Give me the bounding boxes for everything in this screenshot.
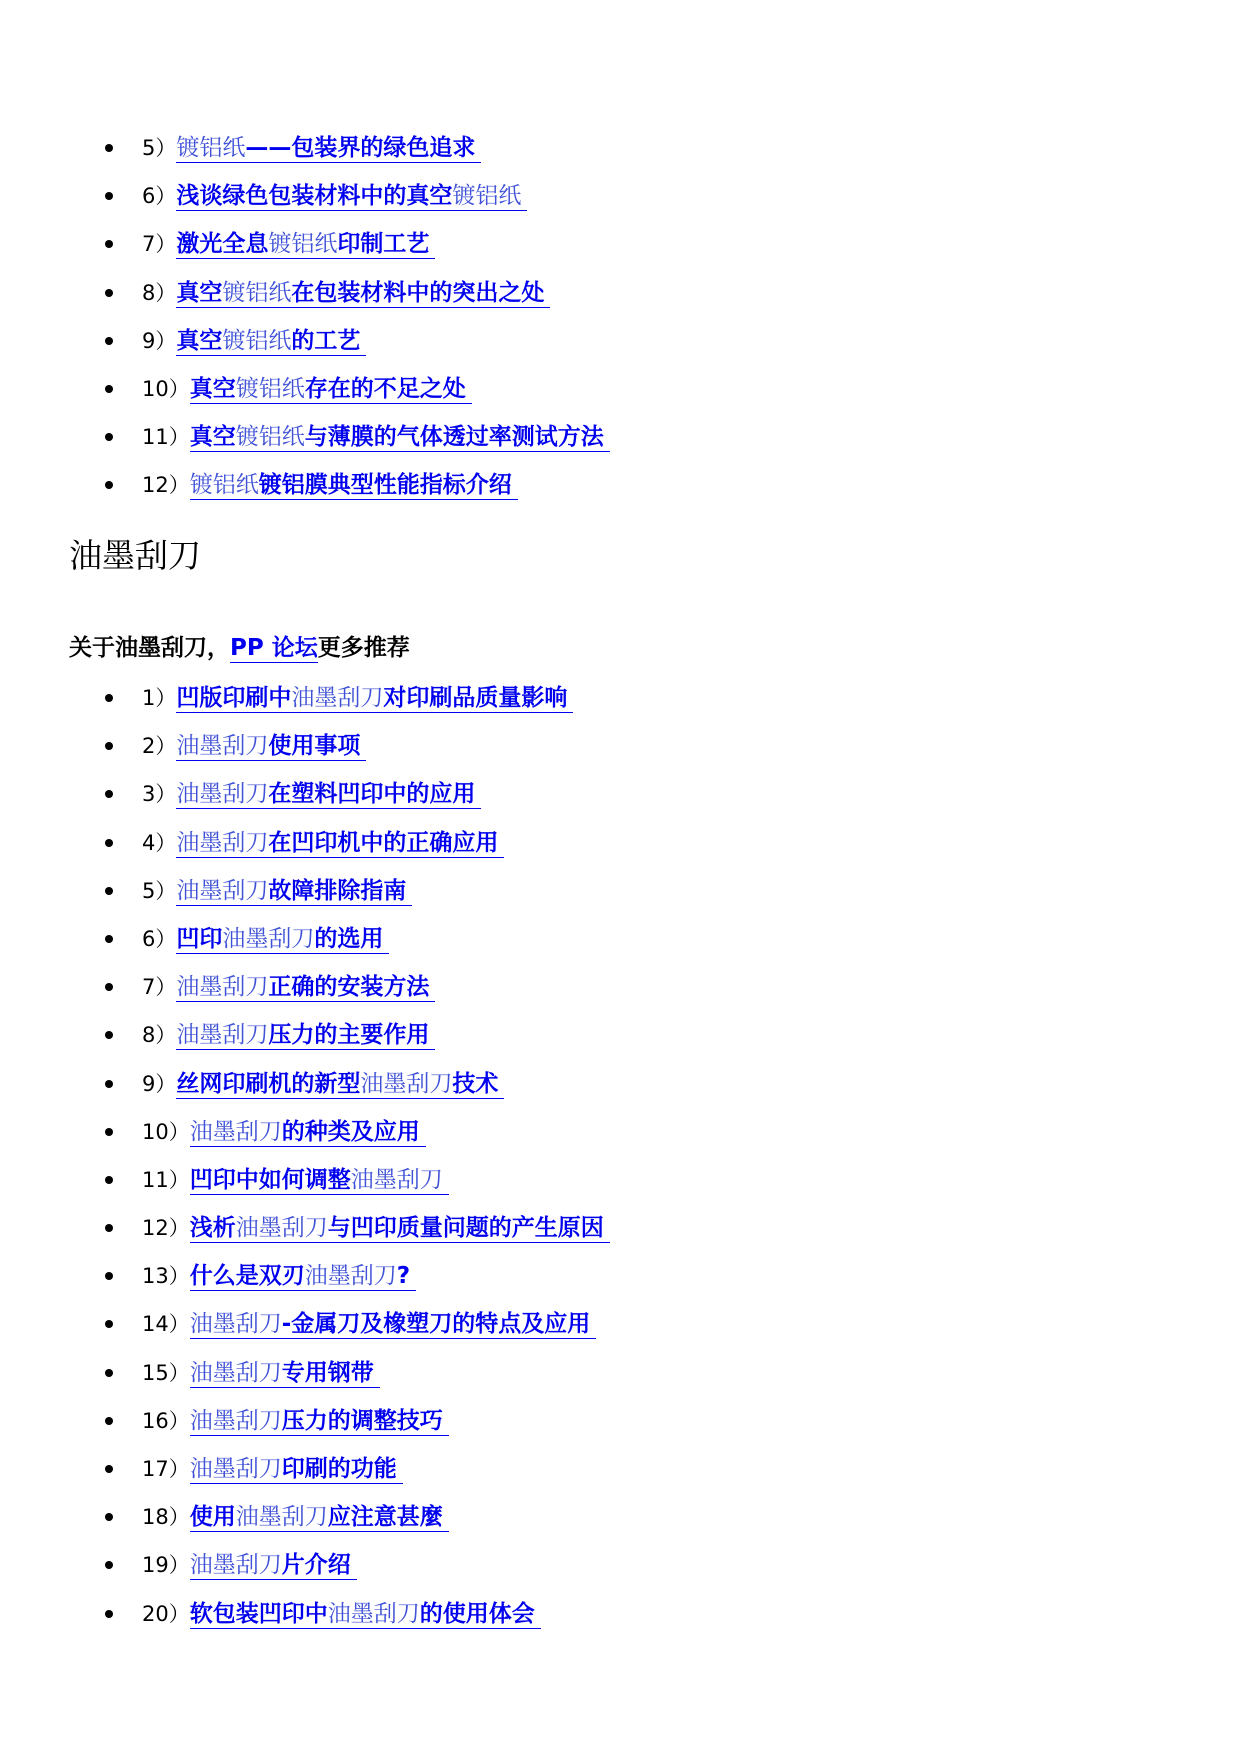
bullet-icon (105, 694, 113, 702)
link-text-segment: 的使用体会 (419, 1600, 535, 1627)
article-link[interactable] (176, 926, 389, 954)
bullet-icon (105, 1610, 113, 1618)
link-text-segment: 镀铝纸 (452, 183, 522, 210)
link-text-segment: 油墨刮刀 (189, 1407, 282, 1434)
list-item-text (142, 317, 366, 365)
link-text-segment: 镀铝膜典型性能指标介绍 (258, 472, 512, 499)
item-number: 6） (142, 184, 177, 209)
list-item (0, 1108, 1241, 1156)
link-text-segment: 真空 (189, 424, 236, 451)
list-item (0, 365, 1241, 413)
link-text-segment: 浅析 (189, 1215, 236, 1242)
link-text-segment: 存在的不足之处 (304, 375, 466, 402)
link-text-segment: 压力的主要作用 (268, 1022, 430, 1049)
bullet-icon (105, 1176, 113, 1184)
item-number: 16） (142, 1408, 190, 1433)
list-item (0, 220, 1241, 268)
link-text-segment: 油墨刮刀 (360, 1070, 453, 1097)
bullet-icon (105, 1224, 113, 1232)
link-text-segment: 的工艺 (291, 327, 361, 354)
bullet-icon (105, 144, 113, 152)
article-link[interactable] (176, 183, 527, 211)
article-link[interactable] (176, 280, 550, 308)
list-item-text (142, 124, 481, 172)
list-item (0, 1156, 1241, 1204)
list-item (0, 915, 1241, 963)
list-item-text (142, 1156, 449, 1204)
link-text-segment: 在包装材料中的突出之处 (291, 279, 545, 306)
article-link[interactable] (190, 1167, 449, 1195)
list-item-text (142, 1204, 610, 1252)
link-text-segment: 油墨刮刀 (189, 1552, 282, 1579)
item-number: 15） (142, 1360, 190, 1385)
list-item (0, 413, 1241, 461)
link-text-segment: 镀铝纸 (189, 472, 259, 499)
item-number: 12） (142, 473, 190, 498)
link-text-segment: 镀铝纸 (235, 424, 305, 451)
list-item (0, 819, 1241, 867)
list-item-text (142, 1060, 504, 1108)
article-link[interactable] (190, 1263, 416, 1291)
article-link[interactable] (190, 1552, 357, 1580)
list-item-text (142, 1493, 449, 1541)
article-link-list-aluminized-paper (0, 124, 1241, 510)
article-link[interactable] (176, 878, 412, 906)
item-number: 14） (142, 1312, 190, 1337)
link-text-segment: 油墨刮刀 (176, 877, 269, 904)
list-item (0, 1300, 1241, 1348)
link-text-segment: 镀铝纸 (235, 375, 305, 402)
link-text-segment: 使用 (189, 1504, 236, 1531)
section-intro (69, 632, 410, 664)
article-link[interactable] (190, 1119, 426, 1147)
link-text-segment: 激光全息 (176, 231, 269, 258)
link-text-segment: 油墨刮刀 (222, 925, 315, 952)
bullet-icon (105, 289, 113, 297)
link-text-segment: 油墨刮刀 (189, 1311, 282, 1338)
section-heading: 油墨刮刀 (69, 536, 201, 575)
list-item-text (142, 1349, 380, 1397)
link-text-segment: 专用钢带 (281, 1359, 374, 1386)
list-item-text (142, 1445, 403, 1493)
article-link[interactable] (190, 1311, 597, 1339)
bullet-icon (105, 983, 113, 991)
list-item (0, 722, 1241, 770)
link-text-segment: ? (396, 1263, 411, 1290)
bullet-icon (105, 1031, 113, 1039)
article-link[interactable] (190, 1215, 610, 1243)
bullet-icon (105, 790, 113, 798)
link-text-segment: 油墨刮刀 (304, 1263, 397, 1290)
link-text-segment: 镀铝纸 (222, 327, 292, 354)
list-item-text (142, 413, 610, 461)
article-link[interactable] (176, 231, 435, 259)
list-item (0, 1397, 1241, 1445)
list-item (0, 674, 1241, 722)
link-text-segment: 对印刷品质量影响 (383, 685, 568, 711)
list-item-text (142, 172, 527, 220)
pp-forum-link[interactable]: PP 论坛 (230, 635, 318, 661)
list-item-text (142, 1252, 416, 1300)
link-text-segment: 油墨刮刀 (176, 1022, 269, 1049)
list-item (0, 1060, 1241, 1108)
bullet-icon (105, 1272, 113, 1280)
list-item (0, 1445, 1241, 1493)
article-link[interactable] (176, 974, 435, 1002)
bullet-icon (105, 240, 113, 248)
article-link[interactable] (176, 1071, 504, 1099)
item-number: 17） (142, 1457, 190, 1481)
link-text-segment: 丝网印刷机的新型 (176, 1070, 361, 1097)
list-item-text (142, 220, 435, 268)
list-item-text (142, 963, 435, 1011)
link-text-segment: 的选用 (314, 925, 384, 952)
link-text-segment: 油墨刮刀 (176, 781, 269, 808)
list-item-text (142, 1590, 541, 1638)
list-item (0, 1252, 1241, 1300)
link-text-segment: 油墨刮刀 (189, 1359, 282, 1386)
article-link[interactable] (190, 1504, 449, 1532)
link-text-segment: 压力的调整技巧 (281, 1407, 443, 1434)
list-item-text (142, 365, 472, 413)
list-item (0, 1541, 1241, 1589)
item-number: 12） (142, 1216, 190, 1241)
item-number: 3） (142, 782, 177, 807)
link-text-segment: 使用事项 (268, 733, 361, 760)
link-text-segment: 的种类及应用 (281, 1118, 420, 1145)
link-text-segment: 油墨刮刀 (291, 685, 384, 711)
list-item-text (142, 1300, 596, 1348)
link-text-segment: 真空 (176, 327, 223, 354)
item-number: 20） (142, 1601, 190, 1626)
list-item-text (142, 819, 504, 867)
link-text-segment: 油墨刮刀 (350, 1166, 443, 1193)
item-number: 19） (142, 1553, 190, 1578)
bullet-icon (105, 433, 113, 441)
list-item (0, 1011, 1241, 1059)
bullet-icon (105, 481, 113, 489)
link-text-segment: 浅谈绿色包装材料中的真空 (176, 183, 453, 210)
link-text-segment: 凹印中如何调整 (189, 1166, 351, 1193)
link-text-segment: 油墨刮刀 (176, 733, 269, 760)
list-item (0, 963, 1241, 1011)
bullet-icon (105, 1369, 113, 1377)
item-number: 2） (142, 734, 177, 759)
list-item (0, 770, 1241, 818)
item-number: 10） (142, 376, 190, 401)
item-number: 9） (142, 328, 177, 353)
list-item (0, 1493, 1241, 1541)
bullet-icon (105, 1465, 113, 1473)
article-link[interactable] (190, 1456, 403, 1484)
link-text-segment: ——包装界的绿色追求 (245, 135, 476, 161)
list-item-text (142, 915, 389, 963)
link-text-segment: 镀铝纸 (176, 135, 246, 161)
bullet-icon (105, 742, 113, 750)
list-item-text (142, 1397, 449, 1445)
item-number: 10） (142, 1119, 190, 1144)
article-link[interactable] (176, 830, 504, 858)
link-text-segment: 与凹印质量问题的产生原因 (327, 1215, 604, 1242)
list-item-text (142, 461, 518, 509)
list-item (0, 1590, 1241, 1638)
article-link[interactable] (190, 1408, 449, 1436)
list-item-text (142, 867, 412, 915)
item-number: 8） (142, 280, 177, 305)
item-number: 11） (142, 1167, 190, 1192)
article-link[interactable] (176, 1022, 435, 1050)
link-text-segment: 应注意甚麼 (327, 1504, 443, 1531)
link-text-segment: 油墨刮刀 (235, 1504, 328, 1531)
link-text-segment: 正确的安装方法 (268, 974, 430, 1001)
article-link[interactable] (190, 1601, 541, 1629)
bullet-icon (105, 935, 113, 943)
article-link-list-ink-doctor-blade (0, 674, 1241, 1638)
link-text-segment: 什么是双刃 (189, 1263, 305, 1290)
bullet-icon (105, 1128, 113, 1136)
list-item (0, 1349, 1241, 1397)
bullet-icon (105, 337, 113, 345)
item-number: 5） (142, 136, 177, 160)
link-text-segment: 故障排除指南 (268, 877, 407, 904)
intro-prefix: 关于油墨刮刀， (69, 635, 230, 661)
list-item (0, 867, 1241, 915)
link-text-segment: 凹印 (176, 925, 223, 952)
list-item (0, 1204, 1241, 1252)
link-text-segment: 凹版印刷中 (176, 685, 292, 711)
article-link[interactable] (190, 376, 472, 404)
link-text-segment: 油墨刮刀 (189, 1118, 282, 1145)
item-number: 18） (142, 1505, 190, 1530)
link-text-segment: -金属刀及橡塑刀的特点及应用 (281, 1311, 591, 1338)
article-link[interactable] (176, 781, 481, 809)
link-text-segment: 油墨刮刀 (176, 974, 269, 1001)
link-text-segment: 印制工艺 (337, 231, 430, 258)
list-item-text (142, 674, 573, 722)
list-item (0, 317, 1241, 365)
item-number: 9） (142, 1071, 177, 1096)
link-text-segment: 印刷的功能 (281, 1456, 397, 1482)
item-number: 4） (142, 830, 177, 855)
link-text-segment: 与薄膜的气体透过率测试方法 (304, 424, 604, 451)
bullet-icon (105, 1080, 113, 1088)
link-text-segment: 真空 (189, 375, 236, 402)
article-link[interactable] (190, 1360, 380, 1388)
bullet-icon (105, 1417, 113, 1425)
list-item-text (142, 1011, 435, 1059)
link-text-segment: 油墨刮刀 (327, 1600, 420, 1627)
link-text-segment: 在凹印机中的正确应用 (268, 829, 499, 856)
list-item (0, 172, 1241, 220)
link-text-segment: 软包装凹印中 (189, 1600, 328, 1627)
item-number: 7） (142, 975, 177, 1000)
list-item (0, 124, 1241, 172)
link-text-segment: 在塑料凹印中的应用 (268, 781, 476, 808)
item-number: 8） (142, 1023, 177, 1048)
list-item-text (142, 1541, 357, 1589)
list-item-text (142, 722, 366, 770)
bullet-icon (105, 1513, 113, 1521)
bullet-icon (105, 192, 113, 200)
bullet-icon (105, 887, 113, 895)
item-number: 6） (142, 926, 177, 951)
item-number: 7） (142, 232, 177, 257)
list-item-text (142, 770, 481, 818)
link-text-segment: 镀铝纸 (268, 231, 338, 258)
link-text-segment: 镀铝纸 (222, 279, 292, 306)
article-link[interactable] (190, 424, 610, 452)
list-item (0, 461, 1241, 509)
bullet-icon (105, 1561, 113, 1569)
intro-suffix: 更多推荐 (317, 635, 410, 661)
item-number: 1） (142, 686, 177, 710)
link-text-segment: 油墨刮刀 (189, 1456, 282, 1482)
article-link[interactable] (176, 733, 366, 761)
list-item-text (142, 269, 550, 317)
link-text-segment: 片介绍 (281, 1552, 351, 1579)
list-item (0, 269, 1241, 317)
article-link[interactable] (176, 328, 366, 356)
item-number: 11） (142, 425, 190, 450)
list-item-text (142, 1108, 426, 1156)
bullet-icon (105, 1320, 113, 1328)
article-link[interactable] (190, 472, 518, 500)
article-link[interactable] (176, 685, 573, 713)
item-number: 13） (142, 1264, 190, 1289)
link-text-segment: 油墨刮刀 (235, 1215, 328, 1242)
bullet-icon (105, 385, 113, 393)
link-text-segment: 技术 (452, 1070, 499, 1097)
link-text-segment: 真空 (176, 279, 223, 306)
bullet-icon (105, 839, 113, 847)
item-number: 5） (142, 878, 177, 903)
link-text-segment: 油墨刮刀 (176, 829, 269, 856)
article-link[interactable] (176, 135, 481, 163)
